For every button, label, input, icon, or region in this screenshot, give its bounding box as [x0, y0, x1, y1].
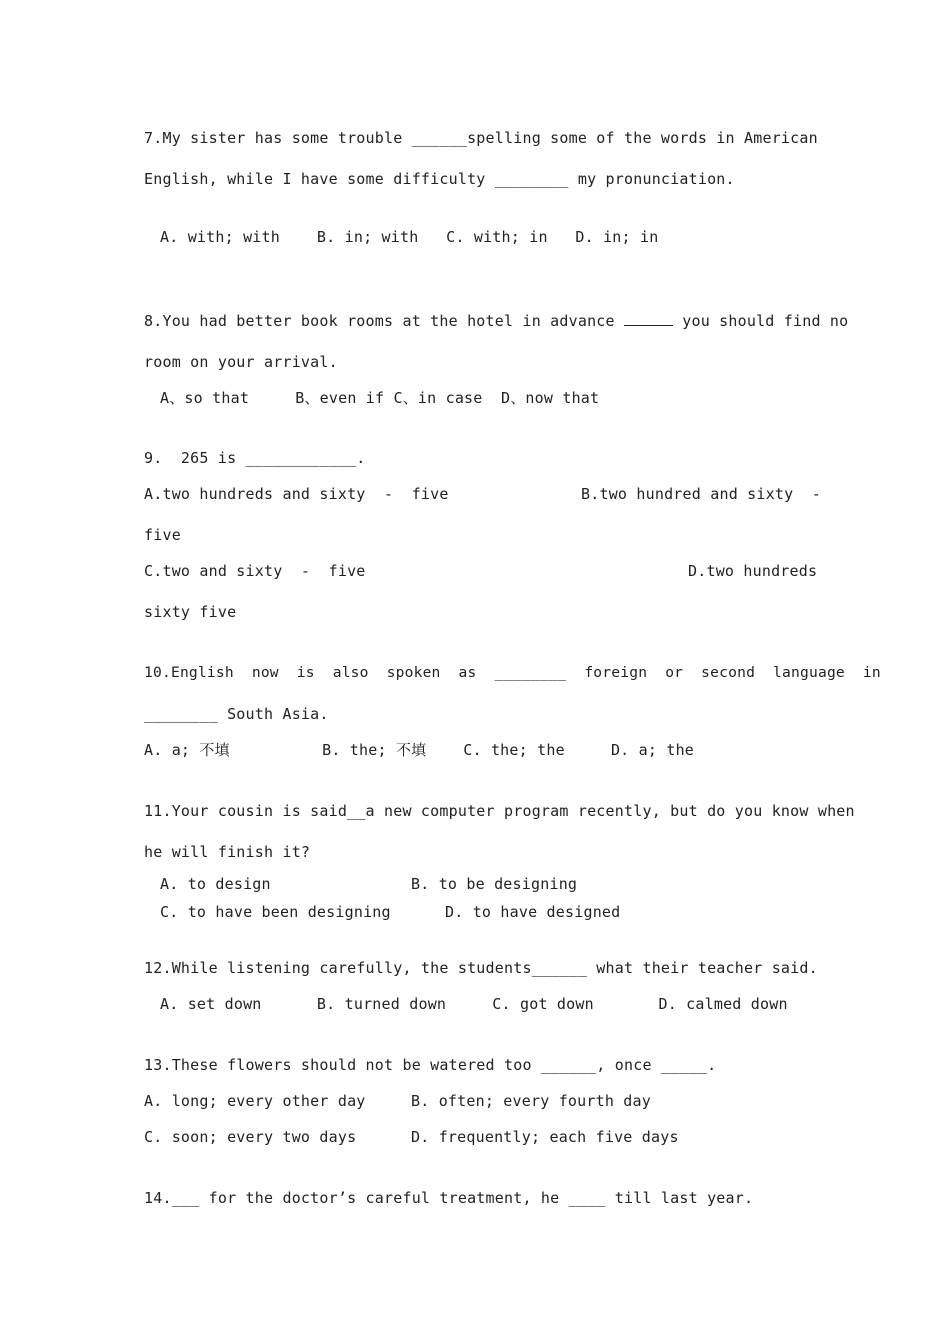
question-11-option-c: C. to have been designing — [160, 903, 391, 921]
question-13-option-b: B. often; every fourth day — [411, 1092, 651, 1110]
question-8-line-1-end: you should find no — [673, 312, 849, 330]
question-9-stem: 9. 265 is ____________. — [144, 449, 366, 467]
question-8-line-1-start: 8.You had better book rooms at the hotel in advance — [144, 312, 624, 330]
question-9-option-a: A.two hundreds and sixty - five — [144, 485, 449, 503]
question-7-line-1: 7.My sister has some trouble ______spelling some of the words in American — [144, 129, 818, 147]
question-12-options: A. set down B. turned down C. got down D. calmed down — [160, 995, 788, 1013]
question-14-stem: 14.___ for the doctor’s careful treatment, he ____ till last year. — [144, 1189, 754, 1207]
question-13-stem: 13.These flowers should not be watered too ______, once _____. — [144, 1056, 717, 1074]
question-7-line-2: English, while I have some difficulty ________ my pronunciation. — [144, 170, 735, 188]
question-9-option-d-continued: sixty five — [144, 603, 237, 621]
question-10-line-2: ________ South Asia. — [144, 705, 329, 723]
question-12-stem: 12.While listening carefully, the students______ what their teacher said. — [144, 959, 818, 977]
question-13-option-c: C. soon; every two days — [144, 1128, 357, 1146]
question-11-line-2: he will finish it? — [144, 843, 311, 861]
question-10-line-1: 10.English now is also spoken as ________ foreign or second language in — [144, 664, 881, 681]
question-13-option-a: A. long; every other day — [144, 1092, 366, 1110]
question-9-option-b: B.two hundred and sixty - — [581, 485, 821, 503]
question-9-option-b-continued: five — [144, 526, 181, 544]
question-8-line-2: room on your arrival. — [144, 353, 338, 371]
question-9-option-d: D.two hundreds — [688, 562, 818, 580]
question-11-option-d: D. to have designed — [445, 903, 621, 921]
question-8-options: A、so that B、even if C、in case D、now that — [160, 389, 600, 407]
question-11-line-1: 11.Your cousin is said__a new computer program recently, but do you know when — [144, 802, 855, 820]
question-10-options: A. a; 不填 B. the; 不填 C. the; the D. a; the — [144, 741, 695, 759]
question-7-options: A. with; with B. in; with C. with; in D. in; in — [160, 228, 659, 246]
question-11-option-b: B. to be designing — [411, 875, 578, 893]
question-11-option-a: A. to design — [160, 875, 271, 893]
question-8-line-1 — [144, 311, 848, 331]
question-9-option-c: C.two and sixty - five — [144, 562, 366, 580]
question-8-blank — [624, 311, 673, 326]
question-13-option-d: D. frequently; each five days — [411, 1128, 679, 1146]
